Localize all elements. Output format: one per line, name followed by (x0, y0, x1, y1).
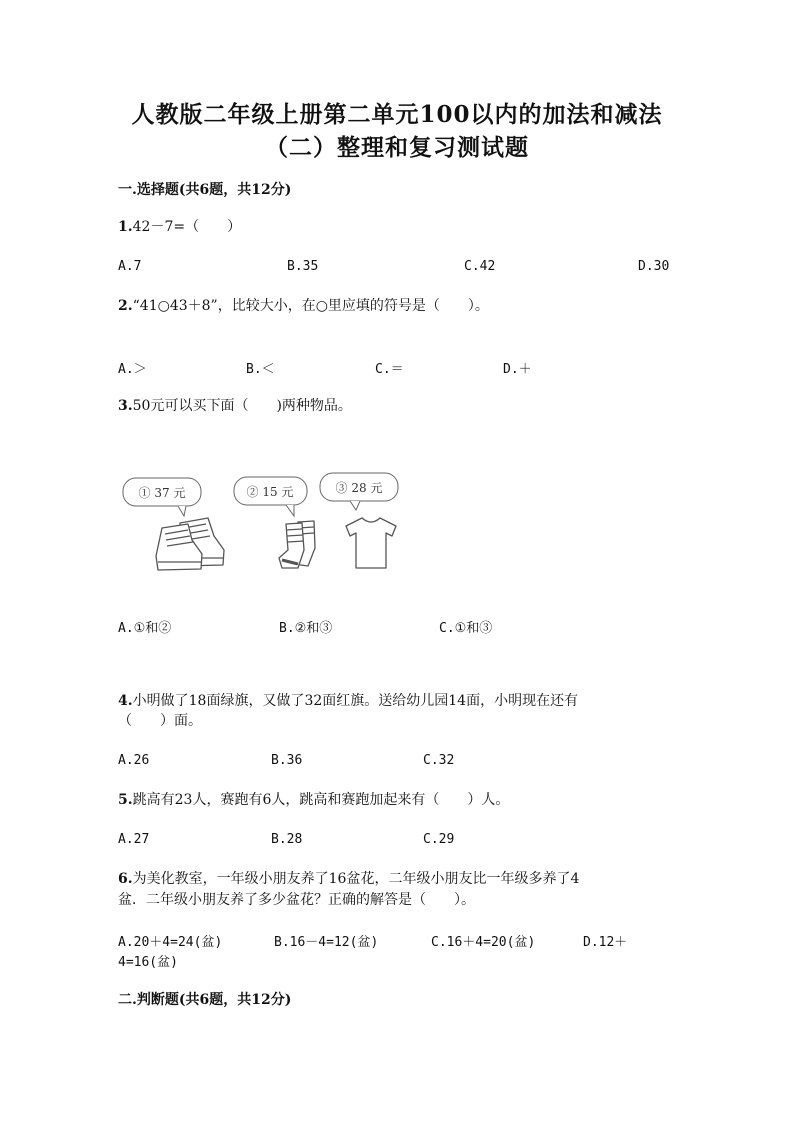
page-title-line1: 人教版二年级上册第二单元100以内的加法和减法 (131, 101, 663, 128)
option-d-continued: 4=16(盆) (118, 955, 178, 970)
option-c: C.16＋4=20(盆) (431, 935, 536, 950)
option-c: C.29 (423, 832, 455, 847)
option-d: D.30 (638, 259, 670, 274)
question-number: 6. (118, 871, 133, 887)
question-text: 42－7=（ ） (132, 219, 242, 235)
option-b: B.②和③ (279, 621, 333, 636)
option-b: B.36 (271, 753, 303, 768)
question-number: 3. (118, 398, 133, 414)
question-1 (118, 217, 241, 238)
question-number: 5. (118, 792, 133, 808)
option-c: C.42 (464, 259, 496, 274)
option-a: A.＞ (118, 362, 147, 377)
option-c: C.＝ (375, 362, 404, 377)
question-2 (118, 296, 489, 317)
option-a: A.27 (118, 832, 150, 847)
section-heading-choice: 一.选择题(共6题，共12分) (118, 182, 292, 198)
question-text: 50元可以买下面（ )两种物品。 (132, 398, 352, 414)
option-a: A.20＋4=24(盆) (118, 935, 223, 950)
price-bubble-1 (123, 478, 201, 516)
question-6-line2: 盆．二年级小朋友养了多少盆花？正确的解答是（ ）。 (118, 892, 475, 908)
option-b: B.＜ (246, 362, 275, 377)
tshirt-icon (346, 518, 396, 568)
question-5 (118, 790, 509, 811)
socks-icon (279, 521, 315, 568)
price-label-2: ② 15 元 (246, 485, 294, 499)
question-text: “41○43＋8”，比较大小，在○里应填的符号是（ ）。 (132, 298, 489, 314)
option-a: A.26 (118, 753, 150, 768)
section-heading-judgement: 二.判断题(共6题，共12分) (118, 992, 292, 1008)
option-b: B.16－4=12(盆) (274, 935, 379, 950)
option-c: C.32 (423, 753, 455, 768)
option-d: D.＋ (503, 362, 532, 377)
option-d: D.12＋ (583, 935, 628, 950)
question-4-line2: （ ）面。 (118, 713, 202, 729)
price-bubble-3 (320, 473, 398, 510)
question-text-line1: 小明做了18面绿旗，又做了32面红旗。送给幼儿园14面，小明现在还有 (132, 693, 579, 709)
question-number: 2. (118, 298, 133, 314)
option-a: A.7 (118, 259, 142, 274)
option-c: C.①和③ (439, 621, 493, 636)
question-4 (118, 691, 578, 712)
items-illustration (118, 468, 418, 580)
option-b: B.35 (287, 259, 319, 274)
price-label-3: ③ 28 元 (335, 481, 383, 495)
option-b: B.28 (271, 832, 303, 847)
price-bubble-2 (234, 477, 307, 516)
question-text: 跳高有23人，赛跑有6人，跳高和赛跑加起来有（ ）人。 (132, 792, 510, 808)
question-number: 1. (118, 219, 133, 235)
boots-icon (156, 518, 224, 570)
option-a: A.①和② (118, 621, 172, 636)
question-text-line1: 为美化教室，一年级小朋友养了16盆花，二年级小朋友比一年级多养了4 (132, 871, 580, 887)
question-6 (118, 869, 579, 890)
price-label-1: ① 37 元 (138, 486, 186, 500)
page-title-line2: （二）整理和复习测试题 (265, 134, 529, 161)
question-number: 4. (118, 693, 133, 709)
question-3 (118, 396, 352, 417)
